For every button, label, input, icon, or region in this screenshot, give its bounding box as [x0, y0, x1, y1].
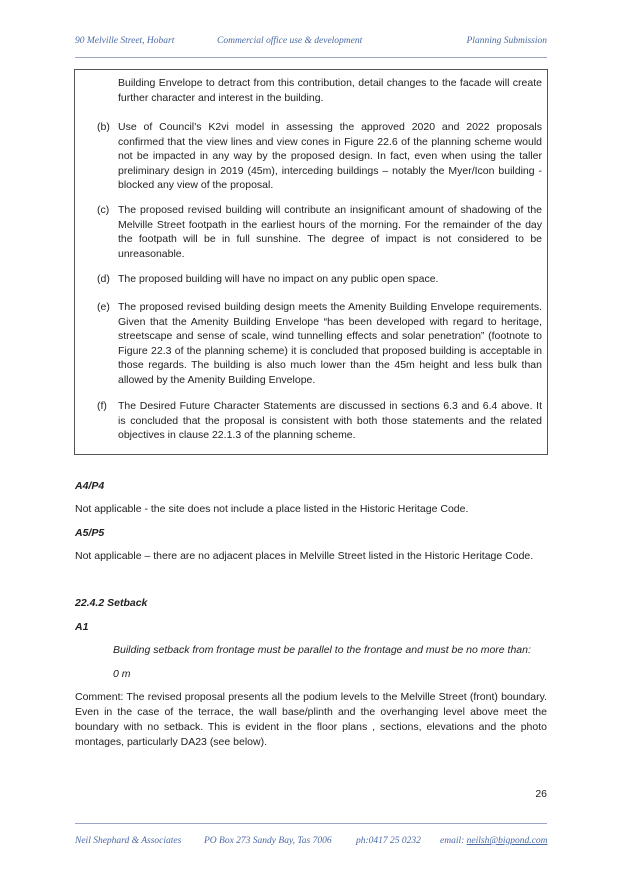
footer-email — [440, 836, 547, 846]
a5p5-text: Not applicable – there are no adjacent places in Melville Street listed in the Historic Heritage Code. — [75, 550, 534, 562]
page-footer — [75, 823, 548, 846]
a1-requirement-quote: Building setback from frontage must be parallel to the frontage and must be no more than: — [113, 644, 531, 656]
a1-requirement-value: 0 m — [113, 668, 131, 680]
header-document-type: Planning Submission — [466, 36, 547, 46]
item-e-text: The proposed revised building design meets the Amenity Building Envelope requirements. Given that the Amenity Building Envelope “has been developed with regard to heritage, streetscape and sense of scale, wind tunnelling effects and solar penetration” (footnote to Figure 22.3 of the planning scheme) it is concluded that proposed building is acceptable in those regards. The building is also much lower than the 45m height and less bulk than allowed by the Amenity Building Envelope. — [118, 301, 542, 386]
page-number: 26 — [535, 788, 547, 800]
a5p5-heading: A5/P5 — [75, 527, 105, 539]
item-b-text: Use of Council’s K2vi model in assessing the approved 2020 and 2022 proposals confirmed that the view lines and view cones in Figure 22.6 of the planning scheme would not be impacted in any way by the proposed design. In fact, even when using the taller preliminary design in 2019 (45m), interceding buildings – notably the Myer/Icon building - blocked any view of the proposal. — [118, 121, 542, 192]
header-address: 90 Melville Street, Hobart — [75, 36, 175, 46]
setback-comment: Comment: The revised proposal presents all the podium levels to the Melville Street (front) boundary. Even in the case of the terrace, the wall base/plinth and the overhanging level above meet the boundary with no setback. This is evident in the floor plans , sections, elevations and the photo montages, particularly DA23 (see below). — [75, 691, 547, 748]
box-intro-text: Building Envelope to detract from this contribution, detail changes to the facade will create further character and interest in the building. — [118, 77, 542, 104]
setback-heading: 22.4.2 Setback — [75, 597, 148, 609]
item-f-letter: (f) — [97, 400, 107, 412]
a4p4-heading: A4/P4 — [75, 480, 105, 492]
page-header — [75, 36, 547, 58]
item-d-text: The proposed building will have no impact on any public open space. — [118, 273, 439, 285]
footer-email-label: email: — [440, 836, 465, 846]
assessment-box — [74, 69, 548, 455]
footer-phone: ph:0417 25 0232 — [356, 836, 421, 846]
a4p4-text: Not applicable - the site does not include a place listed in the Historic Heritage Code. — [75, 503, 469, 515]
item-c-letter: (c) — [97, 204, 110, 216]
footer-firm: Neil Shephard & Associates — [75, 836, 182, 846]
item-f-text: The Desired Future Character Statements are discussed in sections 6.3 and 6.4 above. It is concluded that the proposal is consistent with both those statements and the related objectives in clause 22.1.3 of the planning scheme. — [118, 400, 542, 442]
header-project: Commercial office use & development — [217, 36, 363, 46]
footer-email-link[interactable]: neilsh@bigpond.com — [466, 836, 548, 846]
a1-heading: A1 — [75, 621, 89, 633]
footer-address: PO Box 273 Sandy Bay, Tas 7006 — [204, 836, 332, 846]
item-e-letter: (e) — [97, 301, 110, 313]
item-b-letter: (b) — [97, 121, 110, 133]
item-d-letter: (d) — [97, 273, 110, 285]
item-c-text: The proposed revised building will contribute an insignificant amount of shadowing of the Melville Street footpath in the earliest hours of the morning. For the remainder of the day the footpath will be in full sunshine. The degree of impact is not considered to be unreasonable. — [118, 204, 542, 260]
